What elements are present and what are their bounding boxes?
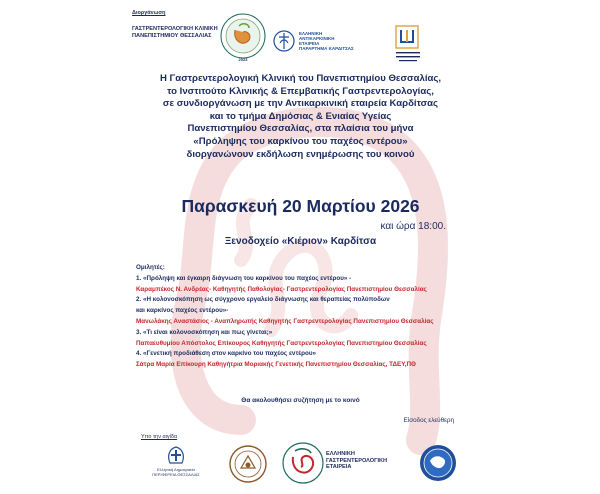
cancer-society-emblem-icon <box>273 29 295 53</box>
event-time: και ώρα 18:00. <box>380 221 446 232</box>
institute-seal-icon <box>219 12 267 64</box>
speakers-list <box>136 263 466 371</box>
cancer-society-line2: ΑΝΤΙΚΑΡΚΙΝΙΚΗ <box>299 36 335 41</box>
university-seal-logo <box>228 444 268 484</box>
talk-title: 3. «Τι είναι κολονοσκόπηση και πως γίνεται;» <box>136 328 273 336</box>
region-logo <box>141 444 211 484</box>
gastro-society-logo <box>281 441 325 485</box>
intro-line: Η Γαστρεντερολογική Κλινική του Πανεπιστημίου Θεσσαλίας, <box>159 73 442 84</box>
intro-line: και το τμήμα Δημόσιας & Ενιαίας Υγείας <box>209 110 392 122</box>
gastro-society-line1: ΕΛΛΗΝΙΚΗ <box>326 451 355 457</box>
university-mark-icon <box>393 24 423 64</box>
region-line1: Ελληνική Δημοκρατία <box>157 467 195 472</box>
svg-text:2023: 2023 <box>238 57 248 62</box>
talk-title-continued: και καρκίνος παχέος εντέρου»- <box>136 307 229 315</box>
region-line2: ΠΕΡΙΦΕΡΕΙΑ ΘΕΣΣΑΛΙΑΣ <box>152 471 200 477</box>
support-label: Υπο την αιγίδα <box>141 434 178 440</box>
health-map-logo <box>418 443 458 483</box>
gastro-society-line3: ΕΤΑΙΡΕΙΑ <box>326 464 352 470</box>
talk-title: 1. «Πρόληψη και έγκαιρη διάγνωση του καρκίνου του παχέος εντέρου» - <box>136 274 352 282</box>
speakers-title: Ομιλητές: <box>136 264 165 271</box>
cancer-society-line1: ΕΛΛΗΝΙΚΗ <box>299 31 323 36</box>
talk-title: 2. «Η κολονοσκόπηση ως σύγχρονο εργαλείο διάγνωσης και θεραπείας πολύποδων <box>136 296 390 304</box>
intro-line: σε συνδιοργάνωση με την Αντικαρκινική εταιρεία Καρδίτσας <box>162 98 439 110</box>
speaker-name: Σάτρα Μαρία Επίκουρη Καθηγήτρια Μοριακής Γενετικής Πανεπιστημίου Θεσσαλίας, ΤΔΕΥ,ΠΘ <box>136 361 416 369</box>
organizer-label: Διοργάνωση <box>132 10 166 16</box>
cancer-society-line3: ΕΤΑΙΡΕΙΑ <box>299 41 320 46</box>
speaker-name: Καραμπέκος Ν. Ανδρέας- Καθηγητής Παθολογίας- Γαστρεντερολογίας Πανεπιστημίου Θεσσαλίας <box>136 285 427 293</box>
university-seal-icon <box>228 444 268 484</box>
institute-logo <box>219 12 267 64</box>
speaker-name: Μανωλάκης Αναστάσιος - Αναπληρωτής Καθηγητής Γαστρεντερολογίας Πανεπιστημίου Θεσσαλίας <box>136 317 434 325</box>
intro-line: διοργανώνουν εκδήλωση ενημέρωσης του κοινού <box>186 148 415 160</box>
health-map-emblem-icon <box>418 443 458 483</box>
event-venue: Ξενοδοχείο «Κιέριον» Καρδίτσα <box>224 236 377 247</box>
free-entry-note: Είσοδος ελεύθερη <box>403 417 454 424</box>
discussion-note: Θα ακολουθήσει συζήτηση με το κοινό <box>241 397 360 404</box>
speaker-name: Παπαευθυμίου Απόστολος Επίκουρος Καθηγητής Γαστρεντερολογίας Πανεπιστημίου Θεσσαλίας <box>136 339 427 347</box>
intro-line: το Ινστιτούτο Κλινικής & Επεμβατικής Γαστρεντερολογίας, <box>167 85 434 97</box>
gastro-society-line2: ΓΑΣΤΡΕΝΤΕΡΟΛΟΓΙΚΗ <box>326 457 388 464</box>
intro-line: Πανεπιστημίου Θεσσαλίας, στα πλαίσια του μήνα <box>187 123 414 135</box>
organizer-name: ΓΑΣΤΡΕΝΤΕΡΟΛΟΓΙΚΗ ΚΛΙΝΙΚΗ ΠΑΝΕΠΙΣΤΗΜΙΟΥ ΘΕΣΣΑΛΙΑΣ <box>132 26 218 39</box>
greek-emblem-icon <box>165 446 187 466</box>
intro-line: «Πρόληψης του καρκίνου του παχέος εντέρου» <box>193 135 408 147</box>
university-logo <box>393 24 423 64</box>
talk-title: 4. «Γενετική προδιάθεση στον καρκίνο του παχέος εντέρου» <box>136 350 316 358</box>
gastro-society-emblem-icon <box>281 441 325 485</box>
event-poster <box>121 0 480 494</box>
gastro-society-name <box>326 451 396 471</box>
cancer-society-line4: ΠΑΡΑΡΤΗΜΑ ΚΑΡΔΙΤΣΑΣ <box>299 46 354 51</box>
cancer-society-logo <box>273 29 373 59</box>
event-date: Παρασκευή 20 Μαρτίου 2026 <box>181 196 420 216</box>
intro-text <box>127 73 474 161</box>
